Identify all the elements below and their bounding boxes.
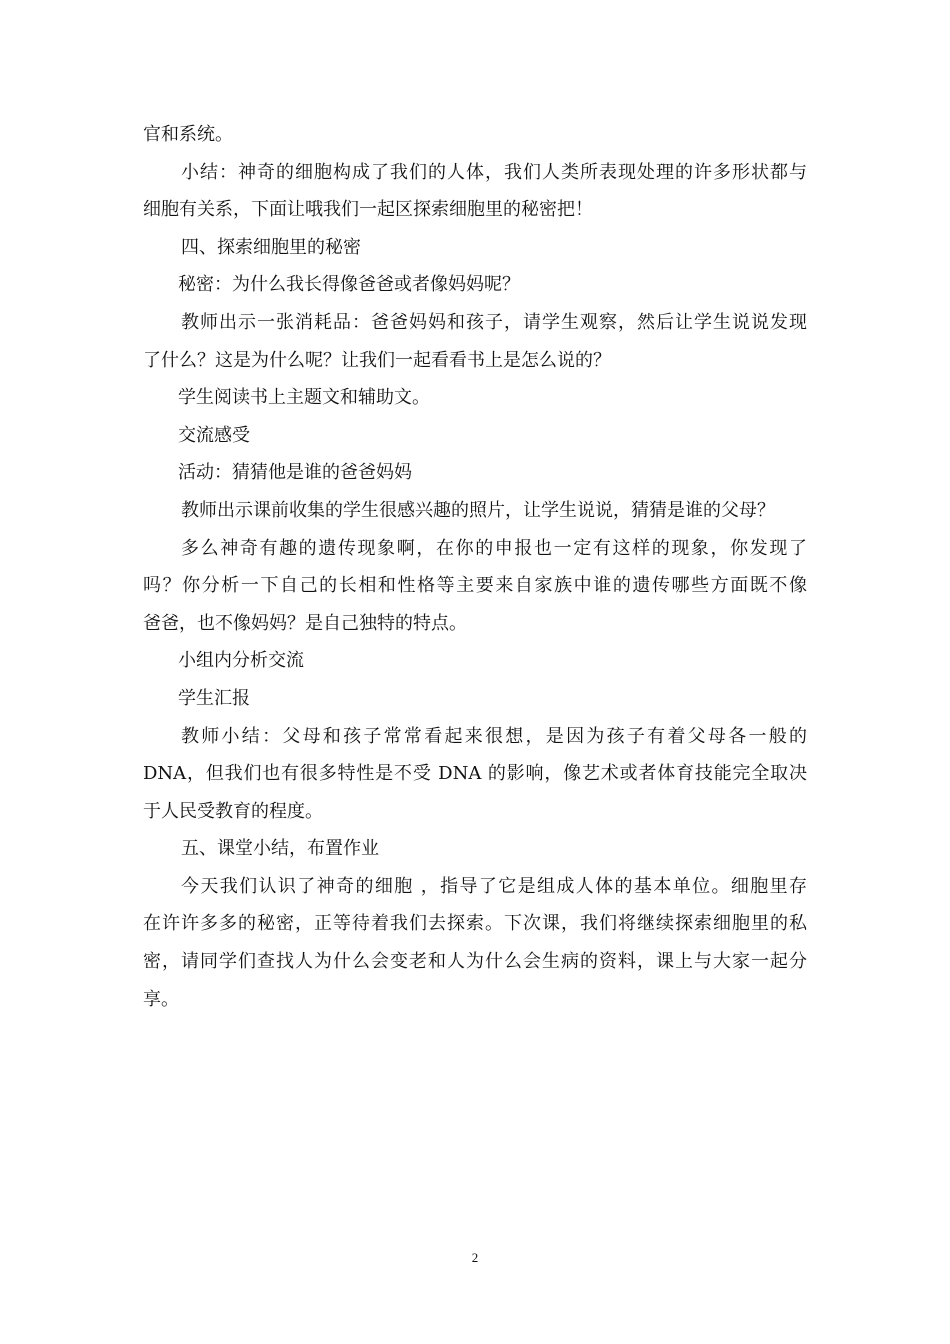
text-line: 吗？你分析一下自己的长相和性格等主要来自家族中谁的遗传哪些方面既不像 <box>143 575 807 597</box>
text-line: 官和系统。 <box>143 124 233 145</box>
text-line: 爸爸，也不像妈妈？是自己独特的特点。 <box>143 612 467 634</box>
text-line: 教师小结：父母和孩子常常看起来很想，是因为孩子有着父母各一般的 <box>181 725 807 747</box>
text-line: 小结：神奇的细胞构成了我们的人体，我们人类所表现处理的许多形状都与 <box>181 161 807 183</box>
text-line: 秘密：为什么我长得像爸爸或者像妈妈呢？ <box>178 274 520 296</box>
text-line: 今天我们认识了神奇的细胞 ，指导了它是组成人体的基本单位。细胞里存 <box>181 875 807 897</box>
text-line: 享。 <box>143 988 179 1010</box>
text-line: 交流感受 <box>178 424 250 446</box>
text-line: 了什么？这是为什么呢？让我们一起看看书上是怎么说的？ <box>143 349 611 371</box>
text-line: 教师出示课前收集的学生很感兴趣的照片，让学生说说，猜猜是谁的父母？ <box>181 499 775 521</box>
text-line: DNA，但我们也有很多特性是不受 DNA 的影响，像艺术或者体育技能完全取决 <box>143 763 807 785</box>
text-line: 于人民受教育的程度。 <box>143 800 323 822</box>
text-line: 活动：猜猜他是谁的爸爸妈妈 <box>178 462 412 484</box>
text-line: 学生汇报 <box>178 687 250 709</box>
text-line: 小组内分析交流 <box>178 650 304 672</box>
text-line: 教师出示一张消耗品：爸爸妈妈和孩子，请学生观察，然后让学生说说发现 <box>181 311 807 333</box>
page-number: 2 <box>471 1250 479 1265</box>
body-text <box>143 116 807 1018</box>
section-heading: 五、课堂小结，布置作业 <box>181 838 379 860</box>
text-line: 密，请同学们查找人为什么会变老和人为什么会生病的资料，课上与大家一起分 <box>143 951 807 973</box>
text-line: 细胞有关系，下面让哦我们一起区探索细胞里的秘密把！ <box>143 199 593 221</box>
text-line: 多么神奇有趣的遗传现象啊，在你的申报也一定有这样的现象，你发现了 <box>181 537 807 559</box>
section-heading: 四、探索细胞里的秘密 <box>181 236 361 258</box>
text-line: 在许许多多的秘密，正等待着我们去探索。下次课，我们将继续探索细胞里的私 <box>143 913 807 935</box>
text-line: 学生阅读书上主题文和辅助文。 <box>178 387 430 409</box>
